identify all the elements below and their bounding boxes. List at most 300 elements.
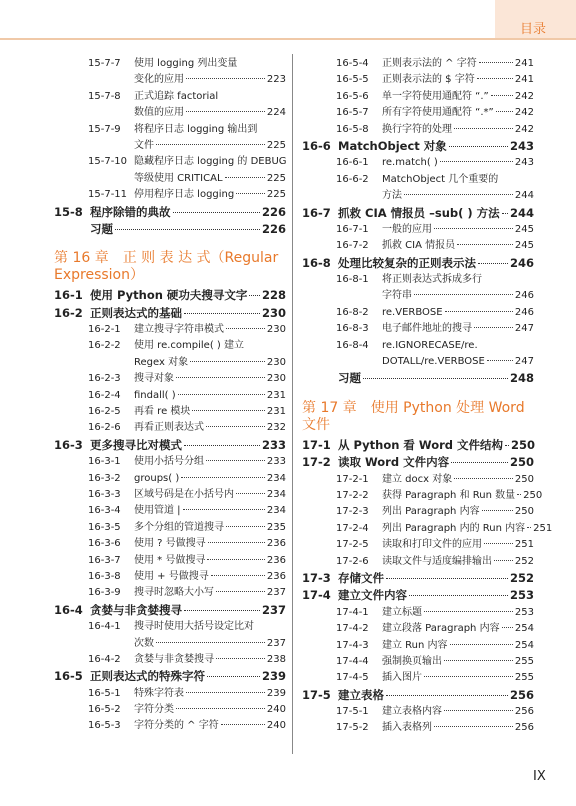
entry-number: 17-4-2 xyxy=(336,623,369,635)
toc-section-entry xyxy=(54,668,286,685)
toc-subsection-entry xyxy=(302,238,534,254)
toc-subsection-entry xyxy=(54,322,286,338)
toc-section-entry xyxy=(302,587,534,604)
dot-leader xyxy=(192,410,265,411)
entry-page-number: 237 xyxy=(266,587,286,599)
dot-leader xyxy=(249,295,260,296)
entry-page-number: 240 xyxy=(266,704,286,716)
entry-title: 程序除错的典故 xyxy=(90,204,171,219)
entry-title: 一般的应用 xyxy=(382,223,432,235)
toc-subsection-entry xyxy=(54,619,286,635)
toc-subsection-entry xyxy=(54,388,286,404)
entry-page-number: 234 xyxy=(266,488,286,500)
entry-page-number: 251 xyxy=(533,522,553,534)
dot-leader xyxy=(216,658,265,659)
toc-subsection-entry xyxy=(302,488,543,504)
toc-entry-continuation xyxy=(54,72,286,88)
toc-subsection-entry xyxy=(302,537,534,553)
toc-subsection-entry xyxy=(54,553,286,569)
dot-leader xyxy=(186,78,265,79)
entry-page-number: 247 xyxy=(514,323,534,335)
entry-title: 单一字符使用通配符 “.” xyxy=(382,90,489,102)
toc-subsection-entry xyxy=(54,652,286,668)
entry-number: 17-2-6 xyxy=(336,555,369,567)
entry-number: 16-8-4 xyxy=(336,339,369,351)
dot-leader xyxy=(424,676,513,677)
toc-subsection-entry xyxy=(54,718,286,734)
entry-number: 17-4-5 xyxy=(336,672,369,684)
toc-subsection-entry xyxy=(302,338,534,354)
dot-leader xyxy=(502,213,508,214)
dot-leader xyxy=(434,228,513,229)
entry-page-number: 250 xyxy=(523,489,543,501)
toc-subsection-entry xyxy=(302,521,553,537)
dot-leader xyxy=(226,328,265,329)
toc-subsection-entry xyxy=(54,420,286,436)
toc-section-entry xyxy=(54,204,286,221)
entry-page-number: 233 xyxy=(266,456,286,468)
toc-section-entry xyxy=(302,255,534,272)
dot-leader xyxy=(236,493,265,494)
dot-leader xyxy=(517,494,521,495)
entry-page-number: 246 xyxy=(509,255,534,270)
toc-subsection-entry xyxy=(302,155,534,171)
entry-number: 17-4-3 xyxy=(336,639,369,651)
entry-page-number: 247 xyxy=(514,356,534,368)
entry-number: 16-5-3 xyxy=(88,720,121,732)
toc-subsection-entry xyxy=(54,371,286,387)
toc-section-entry xyxy=(54,437,286,454)
entry-page-number: 236 xyxy=(266,570,286,582)
entry-number: 16-4-2 xyxy=(88,653,121,665)
dot-leader xyxy=(450,644,513,645)
dot-leader xyxy=(173,212,260,213)
entry-title: 强制换页输出 xyxy=(382,655,442,667)
toc-column-right xyxy=(302,56,553,737)
entry-page-number: 242 xyxy=(514,123,534,135)
entry-title: findall( ) xyxy=(134,389,176,401)
entry-page-number: 231 xyxy=(266,389,286,401)
dot-leader xyxy=(409,595,508,596)
entry-title: 使用 Python 硬功夫搜寻文字 xyxy=(90,288,248,303)
entry-page-number: 252 xyxy=(514,555,534,567)
toc-subsection-entry xyxy=(302,504,534,520)
entry-page-number: 223 xyxy=(266,74,286,86)
entry-number: 17-3 xyxy=(302,570,331,585)
entry-number: 17-5-1 xyxy=(336,706,369,718)
dot-leader xyxy=(414,294,513,295)
entry-title: 字符串 xyxy=(382,290,412,302)
entry-title: 文件 xyxy=(134,139,154,151)
entry-number: 16-3-9 xyxy=(88,587,121,599)
entry-page-number: 230 xyxy=(266,356,286,368)
entry-title: 隐藏程序日志 logging 的 DEBUG xyxy=(134,156,287,168)
entry-title: 建立 Run 内容 xyxy=(382,639,448,651)
entry-number: 16-5-8 xyxy=(336,123,369,135)
entry-page-number: 242 xyxy=(514,107,534,119)
toc-subsection-entry xyxy=(54,89,286,105)
page-number: IX xyxy=(533,769,546,784)
entry-title: 使用 * 号做搜寻 xyxy=(134,554,206,566)
entry-title: 停用程序日志 logging xyxy=(134,189,235,201)
entry-page-number: 224 xyxy=(266,107,286,119)
toc-subsection-entry xyxy=(302,321,534,337)
entry-title: 从 Python 看 Word 文件结构 xyxy=(338,437,504,452)
entry-page-number: 225 xyxy=(266,139,286,151)
toc-subsection-entry xyxy=(302,621,534,637)
entry-number: 16-5-5 xyxy=(336,74,369,86)
dot-leader xyxy=(208,542,265,543)
entry-title: 将程序日志 logging 输出到 xyxy=(134,123,258,135)
entry-number: 16-8-3 xyxy=(336,323,369,335)
entry-title: 处理比较复杂的正则表示法 xyxy=(338,255,476,270)
dot-leader xyxy=(440,161,513,162)
entry-number: 16-1 xyxy=(54,288,83,303)
entry-page-number: 226 xyxy=(261,204,286,219)
entry-number: 16-2-5 xyxy=(88,406,121,418)
toc-entry-continuation xyxy=(54,171,286,187)
entry-page-number: 255 xyxy=(514,672,534,684)
entry-title: 将正则表达式拆成多行 xyxy=(382,274,482,286)
entry-number: 16-3 xyxy=(54,437,83,452)
dot-leader xyxy=(454,478,513,479)
entry-title: 换行字符的处理 xyxy=(382,123,452,135)
entry-number: 15-7-11 xyxy=(88,189,128,201)
entry-number: 16-7 xyxy=(302,205,331,220)
toc-subsection-entry xyxy=(54,536,286,552)
entry-number: 15-7-9 xyxy=(88,123,121,135)
entry-title: 再看正则表达式 xyxy=(134,422,204,434)
toc-subsection-entry xyxy=(54,503,286,519)
entry-page-number: 233 xyxy=(261,437,286,452)
toc-subsection-entry xyxy=(54,454,286,470)
toc-subsection-entry xyxy=(302,56,534,72)
toc-subsection-entry xyxy=(302,222,534,238)
dot-leader xyxy=(183,509,265,510)
dot-leader xyxy=(484,543,513,544)
entry-title: 插入图片 xyxy=(382,672,422,684)
entry-number: 16-5 xyxy=(54,669,83,684)
entry-number: 17-2-4 xyxy=(336,522,369,534)
toc-subsection-entry xyxy=(302,105,534,121)
entry-page-number: 243 xyxy=(514,157,534,169)
entry-number: 16-6-1 xyxy=(336,157,369,169)
entry-page-number: 256 xyxy=(509,687,534,702)
toc-subsection-entry xyxy=(302,638,534,654)
toc-subsection-entry xyxy=(302,605,534,621)
entry-title: MatchObject 几个重要的 xyxy=(382,173,499,185)
entry-title: 次数 xyxy=(134,637,154,649)
dot-leader xyxy=(449,146,508,147)
entry-page-number: 256 xyxy=(514,706,534,718)
entry-number: 16-7-2 xyxy=(336,240,369,252)
dot-leader xyxy=(186,692,265,693)
entry-title: 抓救 CIA 情报员 –sub( ) 方法 xyxy=(338,205,500,220)
dot-leader xyxy=(478,263,508,264)
entry-page-number: 235 xyxy=(266,521,286,533)
dot-leader xyxy=(479,62,513,63)
entry-number: 16-3-1 xyxy=(88,456,121,468)
entry-title: 建立标题 xyxy=(382,606,422,618)
toc-section-entry xyxy=(302,454,534,471)
entry-title: 列出 Paragraph 内容 xyxy=(382,506,480,518)
dot-leader xyxy=(494,560,513,561)
dot-leader xyxy=(444,660,513,661)
entry-title: 建立文件内容 xyxy=(338,588,407,603)
toc-subsection-entry xyxy=(302,122,534,138)
entry-number: 16-4 xyxy=(54,602,83,617)
dot-leader xyxy=(445,311,513,312)
entry-page-number: 245 xyxy=(514,240,534,252)
entry-number: 16-2-3 xyxy=(88,373,121,385)
entry-title: 插入表格列 xyxy=(382,722,432,734)
dot-leader xyxy=(236,193,265,194)
dot-leader xyxy=(454,128,513,129)
dot-leader xyxy=(424,611,513,612)
entry-number: 17-4-4 xyxy=(336,655,369,667)
toc-entry-continuation xyxy=(302,354,534,370)
dot-leader xyxy=(156,642,265,643)
dot-leader xyxy=(221,724,265,725)
toc-subsection-entry xyxy=(302,305,534,321)
dot-leader xyxy=(190,361,265,362)
toc-section-entry xyxy=(302,370,534,387)
entry-title: 获得 Paragraph 和 Run 数量 xyxy=(382,489,516,501)
entry-number: 16-2-4 xyxy=(88,389,121,401)
entry-page-number: 239 xyxy=(261,669,286,684)
entry-number: 16-5-7 xyxy=(336,107,369,119)
entry-title: DOTALL/re.VERBOSE xyxy=(382,356,485,368)
entry-page-number: 246 xyxy=(514,306,534,318)
toc-subsection-entry xyxy=(302,554,534,570)
dot-leader xyxy=(207,676,260,677)
entry-page-number: 226 xyxy=(261,221,286,236)
entry-page-number: 242 xyxy=(514,90,534,102)
entry-number: 16-3-6 xyxy=(88,538,121,550)
entry-page-number: 231 xyxy=(266,406,286,418)
toc-subsection-entry xyxy=(302,472,534,488)
dot-leader xyxy=(184,610,260,611)
entry-title: 搜寻对象 xyxy=(134,373,174,385)
toc-section-entry xyxy=(302,138,534,155)
entry-page-number: 225 xyxy=(266,189,286,201)
dot-leader xyxy=(216,591,265,592)
entry-title: 读取和打印文件的应用 xyxy=(382,539,482,551)
toc-subsection-entry xyxy=(54,569,286,585)
entry-page-number: 250 xyxy=(514,473,534,485)
entry-page-number: 253 xyxy=(514,606,534,618)
entry-page-number: 246 xyxy=(514,290,534,302)
entry-page-number: 234 xyxy=(266,505,286,517)
toc-section-entry xyxy=(302,205,534,222)
entry-number: 17-2-3 xyxy=(336,506,369,518)
entry-title: 习题 xyxy=(90,221,113,236)
entry-page-number: 254 xyxy=(514,623,534,635)
toc-section-entry xyxy=(54,287,286,304)
entry-page-number: 254 xyxy=(514,639,534,651)
entry-title: 使用小括号分组 xyxy=(134,456,204,468)
entry-title: 使用 + 号做搜寻 xyxy=(134,570,209,582)
dot-leader xyxy=(225,177,265,178)
entry-title: 建立表格 xyxy=(338,687,384,702)
dot-leader xyxy=(451,462,508,463)
toc-subsection-entry xyxy=(302,704,534,720)
dot-leader xyxy=(477,78,513,79)
entry-title: 正式追踪 factorial xyxy=(134,90,219,102)
toc-subsection-entry xyxy=(54,520,286,536)
entry-number: 17-2-2 xyxy=(336,489,369,501)
entry-number: 16-8-2 xyxy=(336,306,369,318)
dot-leader xyxy=(184,445,260,446)
chapter-number: 第 17 章 xyxy=(302,399,357,416)
entry-page-number: 250 xyxy=(514,506,534,518)
toc-section-entry xyxy=(302,687,534,704)
toc-subsection-entry xyxy=(54,154,286,170)
entry-title: 贪婪与非贪婪搜寻 xyxy=(90,602,182,617)
entry-title: 等级使用 CRITICAL xyxy=(134,172,223,184)
entry-number: 16-3-8 xyxy=(88,570,121,582)
entry-number: 16-2 xyxy=(54,305,83,320)
chapter-title: 正 则 表 达 式（Regular Expression） xyxy=(54,250,279,284)
dot-leader xyxy=(527,527,531,528)
toc-subsection-entry xyxy=(54,585,286,601)
entry-page-number: 230 xyxy=(261,305,286,320)
entry-number: 16-8 xyxy=(302,255,331,270)
entry-number: 16-6 xyxy=(302,138,331,153)
entry-number: 17-1 xyxy=(302,437,331,452)
chapter-title: 使用 Python 处理 Word 文件 xyxy=(302,399,525,433)
entry-title: 字符分类的 ^ 字符 xyxy=(134,720,219,732)
toc-section-entry xyxy=(54,602,286,619)
dot-leader xyxy=(206,460,265,461)
entry-number: 16-3-3 xyxy=(88,488,121,500)
toc-subsection-entry xyxy=(54,404,286,420)
dot-leader xyxy=(386,695,508,696)
toc-section-entry xyxy=(54,221,286,238)
entry-page-number: 250 xyxy=(511,437,536,452)
entry-number: 16-2-1 xyxy=(88,324,121,336)
entry-number: 16-4-1 xyxy=(88,621,121,633)
toc-subsection-entry xyxy=(302,72,534,88)
entry-page-number: 238 xyxy=(266,653,286,665)
entry-number: 17-4-1 xyxy=(336,606,369,618)
dot-leader xyxy=(457,244,513,245)
entry-number: 15-7-8 xyxy=(88,90,121,102)
toc-subsection-entry xyxy=(54,338,286,354)
toc-subsection-entry xyxy=(302,654,534,670)
toc-subsection-entry xyxy=(54,702,286,718)
entry-title: 再看 re 模块 xyxy=(134,406,191,418)
entry-title: re.VERBOSE xyxy=(382,306,443,318)
entry-title: 特殊字符表 xyxy=(134,687,184,699)
entry-number: 17-4 xyxy=(302,588,331,603)
entry-page-number: 230 xyxy=(266,373,286,385)
entry-number: 16-3-2 xyxy=(88,472,121,484)
dot-leader xyxy=(226,526,265,527)
toc-subsection-entry xyxy=(302,720,534,736)
chapter-number: 第 16 章 xyxy=(54,250,109,267)
entry-page-number: 251 xyxy=(514,539,534,551)
entry-title: 正则表示法的 $ 字符 xyxy=(382,74,475,86)
entry-page-number: 228 xyxy=(261,288,286,303)
dot-leader xyxy=(156,144,265,145)
entry-page-number: 256 xyxy=(514,722,534,734)
entry-number: 17-2-1 xyxy=(336,473,369,485)
entry-number: 17-2-5 xyxy=(336,539,369,551)
entry-title: 搜寻时忽略大小写 xyxy=(134,587,214,599)
entry-page-number: 225 xyxy=(266,172,286,184)
entry-number: 16-5-2 xyxy=(88,704,121,716)
header-rule xyxy=(0,38,576,40)
dot-leader xyxy=(491,95,513,96)
entry-page-number: 230 xyxy=(266,324,286,336)
entry-page-number: 234 xyxy=(266,472,286,484)
entry-title: MatchObject 对象 xyxy=(338,138,447,153)
toc-subsection-entry xyxy=(302,272,534,288)
entry-title: 建立搜寻字符串模式 xyxy=(134,324,224,336)
dot-leader xyxy=(115,229,260,230)
dot-leader xyxy=(363,378,508,379)
entry-title: 读取文件与适度编排输出 xyxy=(382,555,492,567)
toc-entry-continuation xyxy=(54,138,286,154)
toc-section-entry xyxy=(54,305,286,322)
toc-subsection-entry xyxy=(54,122,286,138)
entry-page-number: 237 xyxy=(266,637,286,649)
entry-page-number: 253 xyxy=(509,588,534,603)
entry-number: 17-2 xyxy=(302,455,331,470)
entry-title: 建立表格内容 xyxy=(382,706,442,718)
toc-column-left xyxy=(54,56,286,735)
dot-leader xyxy=(487,360,513,361)
entry-title: 贪婪与非贪婪搜寻 xyxy=(134,653,214,665)
entry-number: 17-5-2 xyxy=(336,722,369,734)
entry-page-number: 245 xyxy=(514,223,534,235)
entry-page-number: 248 xyxy=(509,371,534,386)
entry-page-number: 239 xyxy=(266,687,286,699)
dot-leader xyxy=(434,726,513,727)
toc-subsection-entry xyxy=(54,487,286,503)
entry-title: 使用 re.compile( ) 建立 xyxy=(134,340,244,352)
dot-leader xyxy=(482,510,513,511)
dot-leader xyxy=(505,445,509,446)
toc-entry-continuation xyxy=(302,288,534,304)
entry-page-number: 241 xyxy=(514,58,534,69)
column-divider xyxy=(292,54,293,754)
entry-number: 16-5-4 xyxy=(336,58,369,69)
dot-leader xyxy=(176,377,265,378)
entry-title: 抓救 CIA 情报员 xyxy=(382,240,456,252)
entry-number: 16-2-6 xyxy=(88,422,121,434)
toc-subsection-entry xyxy=(54,187,286,203)
entry-number: 16-8-1 xyxy=(336,274,369,286)
entry-title: 使用 logging 列出变量 xyxy=(134,58,238,69)
entry-title: 存储文件 xyxy=(338,570,384,585)
entry-title: 正则表达式的基础 xyxy=(90,305,182,320)
dot-leader xyxy=(444,710,513,711)
dot-leader xyxy=(206,426,265,427)
entry-title: 习题 xyxy=(338,371,361,386)
entry-number: 16-5-6 xyxy=(336,90,369,102)
entry-title: re.IGNORECASE/re. xyxy=(382,339,478,351)
toc-entry-continuation xyxy=(302,188,534,204)
entry-title: 更多搜寻比对模式 xyxy=(90,437,182,452)
entry-page-number: 252 xyxy=(509,570,534,585)
toc-subsection-entry xyxy=(302,89,534,105)
toc-subsection-entry xyxy=(54,686,286,702)
entry-title: 使用 ? 号做搜寻 xyxy=(134,538,206,550)
toc-section-entry xyxy=(302,437,534,454)
entry-number: 17-5 xyxy=(302,687,331,702)
